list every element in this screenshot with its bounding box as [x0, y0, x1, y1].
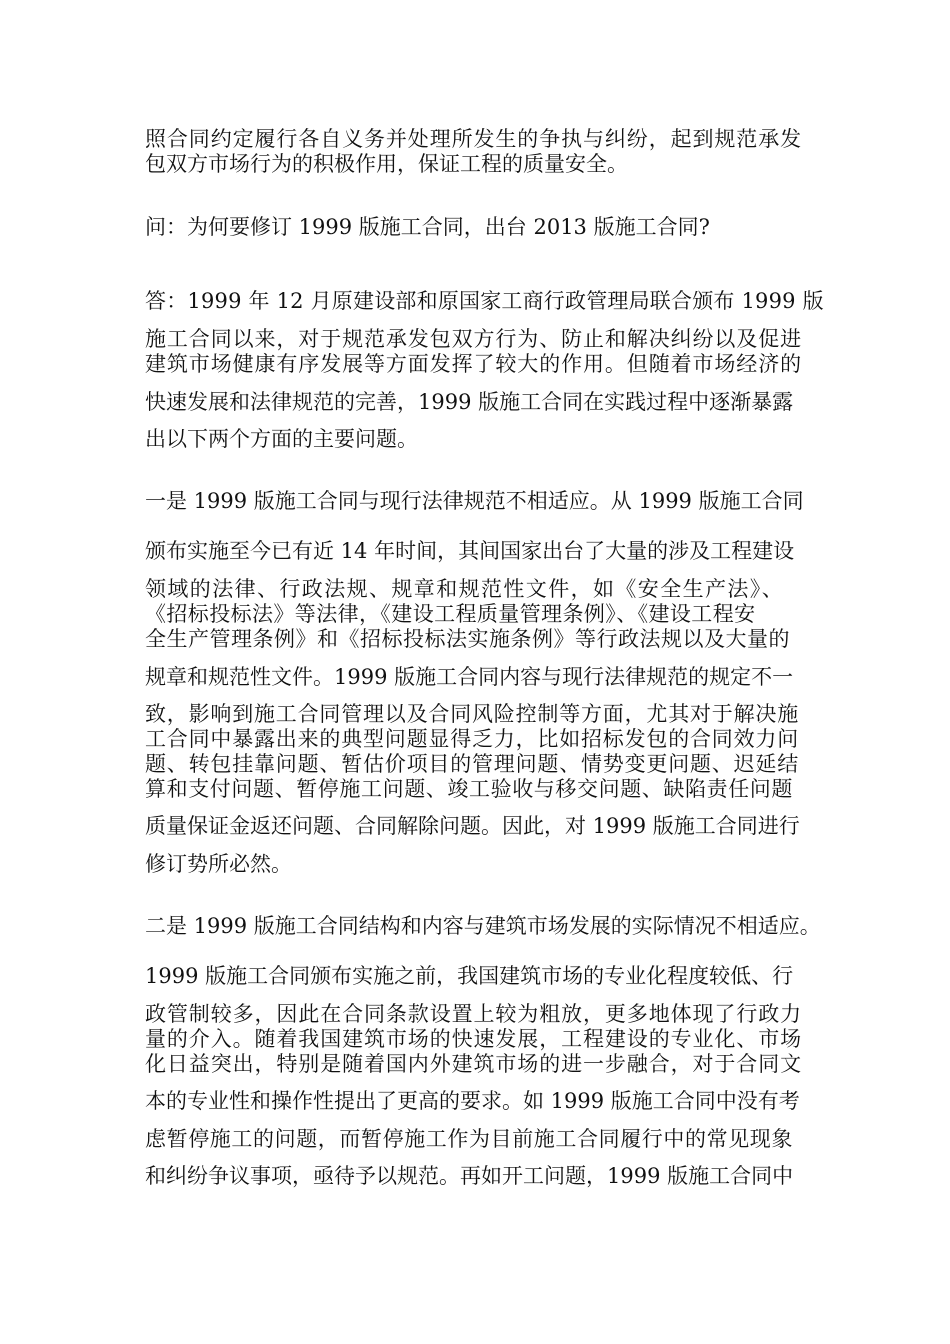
text-line: 1999 版施工合同颁布实施之前，我国建筑市场的专业化程度较低、行	[145, 964, 794, 988]
text-line: 快速发展和法律规范的完善，1999 版施工合同在实践过程中逐渐暴露	[145, 390, 794, 414]
text-line: 《招标投标法》等法律，《建设工程质量管理条例》、《建设工程安	[145, 602, 756, 626]
text-line: 二是 1999 版施工合同结构和内容与建筑市场发展的实际情况不相适应。	[145, 914, 821, 938]
text-line: 题、转包挂靠问题、暂估价项目的管理问题、情势变更问题、迟延结	[145, 752, 799, 776]
text-line: 和纠纷争议事项，亟待予以规范。再如开工问题，1999 版施工合同中	[145, 1164, 794, 1188]
text-line: 全生产管理条例》和《招标投标法实施条例》等行政法规以及大量的	[145, 627, 790, 651]
text-line: 规章和规范性文件。1999 版施工合同内容与现行法律规范的规定不一	[145, 665, 794, 689]
text-line: 质量保证金返还问题、合同解除问题。因此，对 1999 版施工合同进行	[145, 814, 800, 838]
text-line: 政管制较多，因此在合同条款设置上较为粗放，更多地体现了行政力	[145, 1002, 802, 1026]
text-line: 本的专业性和操作性提出了更高的要求。如 1999 版施工合同中没有考	[145, 1089, 800, 1113]
text-line: 化日益突出，特别是随着国内外建筑市场的进一步融合，对于合同文	[145, 1052, 802, 1076]
text-line: 领域的法律、行政法规、规章和规范性文件，如《安全生产法》、	[145, 577, 785, 601]
text-line: 出以下两个方面的主要问题。	[145, 427, 418, 451]
text-line: 照合同约定履行各自义务并处理所发生的争执与纠纷，起到规范承发	[145, 127, 802, 151]
text-line: 建筑市场健康有序发展等方面发挥了较大的作用。但随着市场经济的	[145, 352, 802, 376]
answer-line: 答：1999 年 12 月原建设部和原国家工商行政管理局联合颁布 1999 版	[145, 289, 824, 313]
text-line: 施工合同以来，对于规范承发包双方行为、防止和解决纠纷以及促进	[145, 327, 802, 351]
question-line: 问：为何要修订 1999 版施工合同，出台 2013 版施工合同?	[145, 215, 710, 239]
text-line: 一是 1999 版施工合同与现行法律规范不相适应。从 1999 版施工合同	[145, 489, 804, 513]
text-line: 工合同中暴露出来的典型问题显得乏力，比如招标发包的合同效力问	[145, 727, 799, 751]
text-line: 致，影响到施工合同管理以及合同风险控制等方面，尤其对于解决施	[145, 702, 799, 726]
text-line: 虑暂停施工的问题，而暂停施工作为目前施工合同履行中的常见现象	[145, 1127, 793, 1151]
text-line: 算和支付问题、暂停施工问题、竣工验收与移交问题、缺陷责任问题	[145, 777, 793, 801]
text-line: 包双方市场行为的积极作用，保证工程的质量安全。	[145, 152, 628, 176]
text-line: 修订势所必然。	[145, 852, 292, 876]
text-line: 颁布实施至今已有近 14 年时间，其间国家出台了大量的涉及工程建设	[145, 539, 795, 563]
text-line: 量的介入。随着我国建筑市场的快速发展，工程建设的专业化、市场	[145, 1027, 802, 1051]
